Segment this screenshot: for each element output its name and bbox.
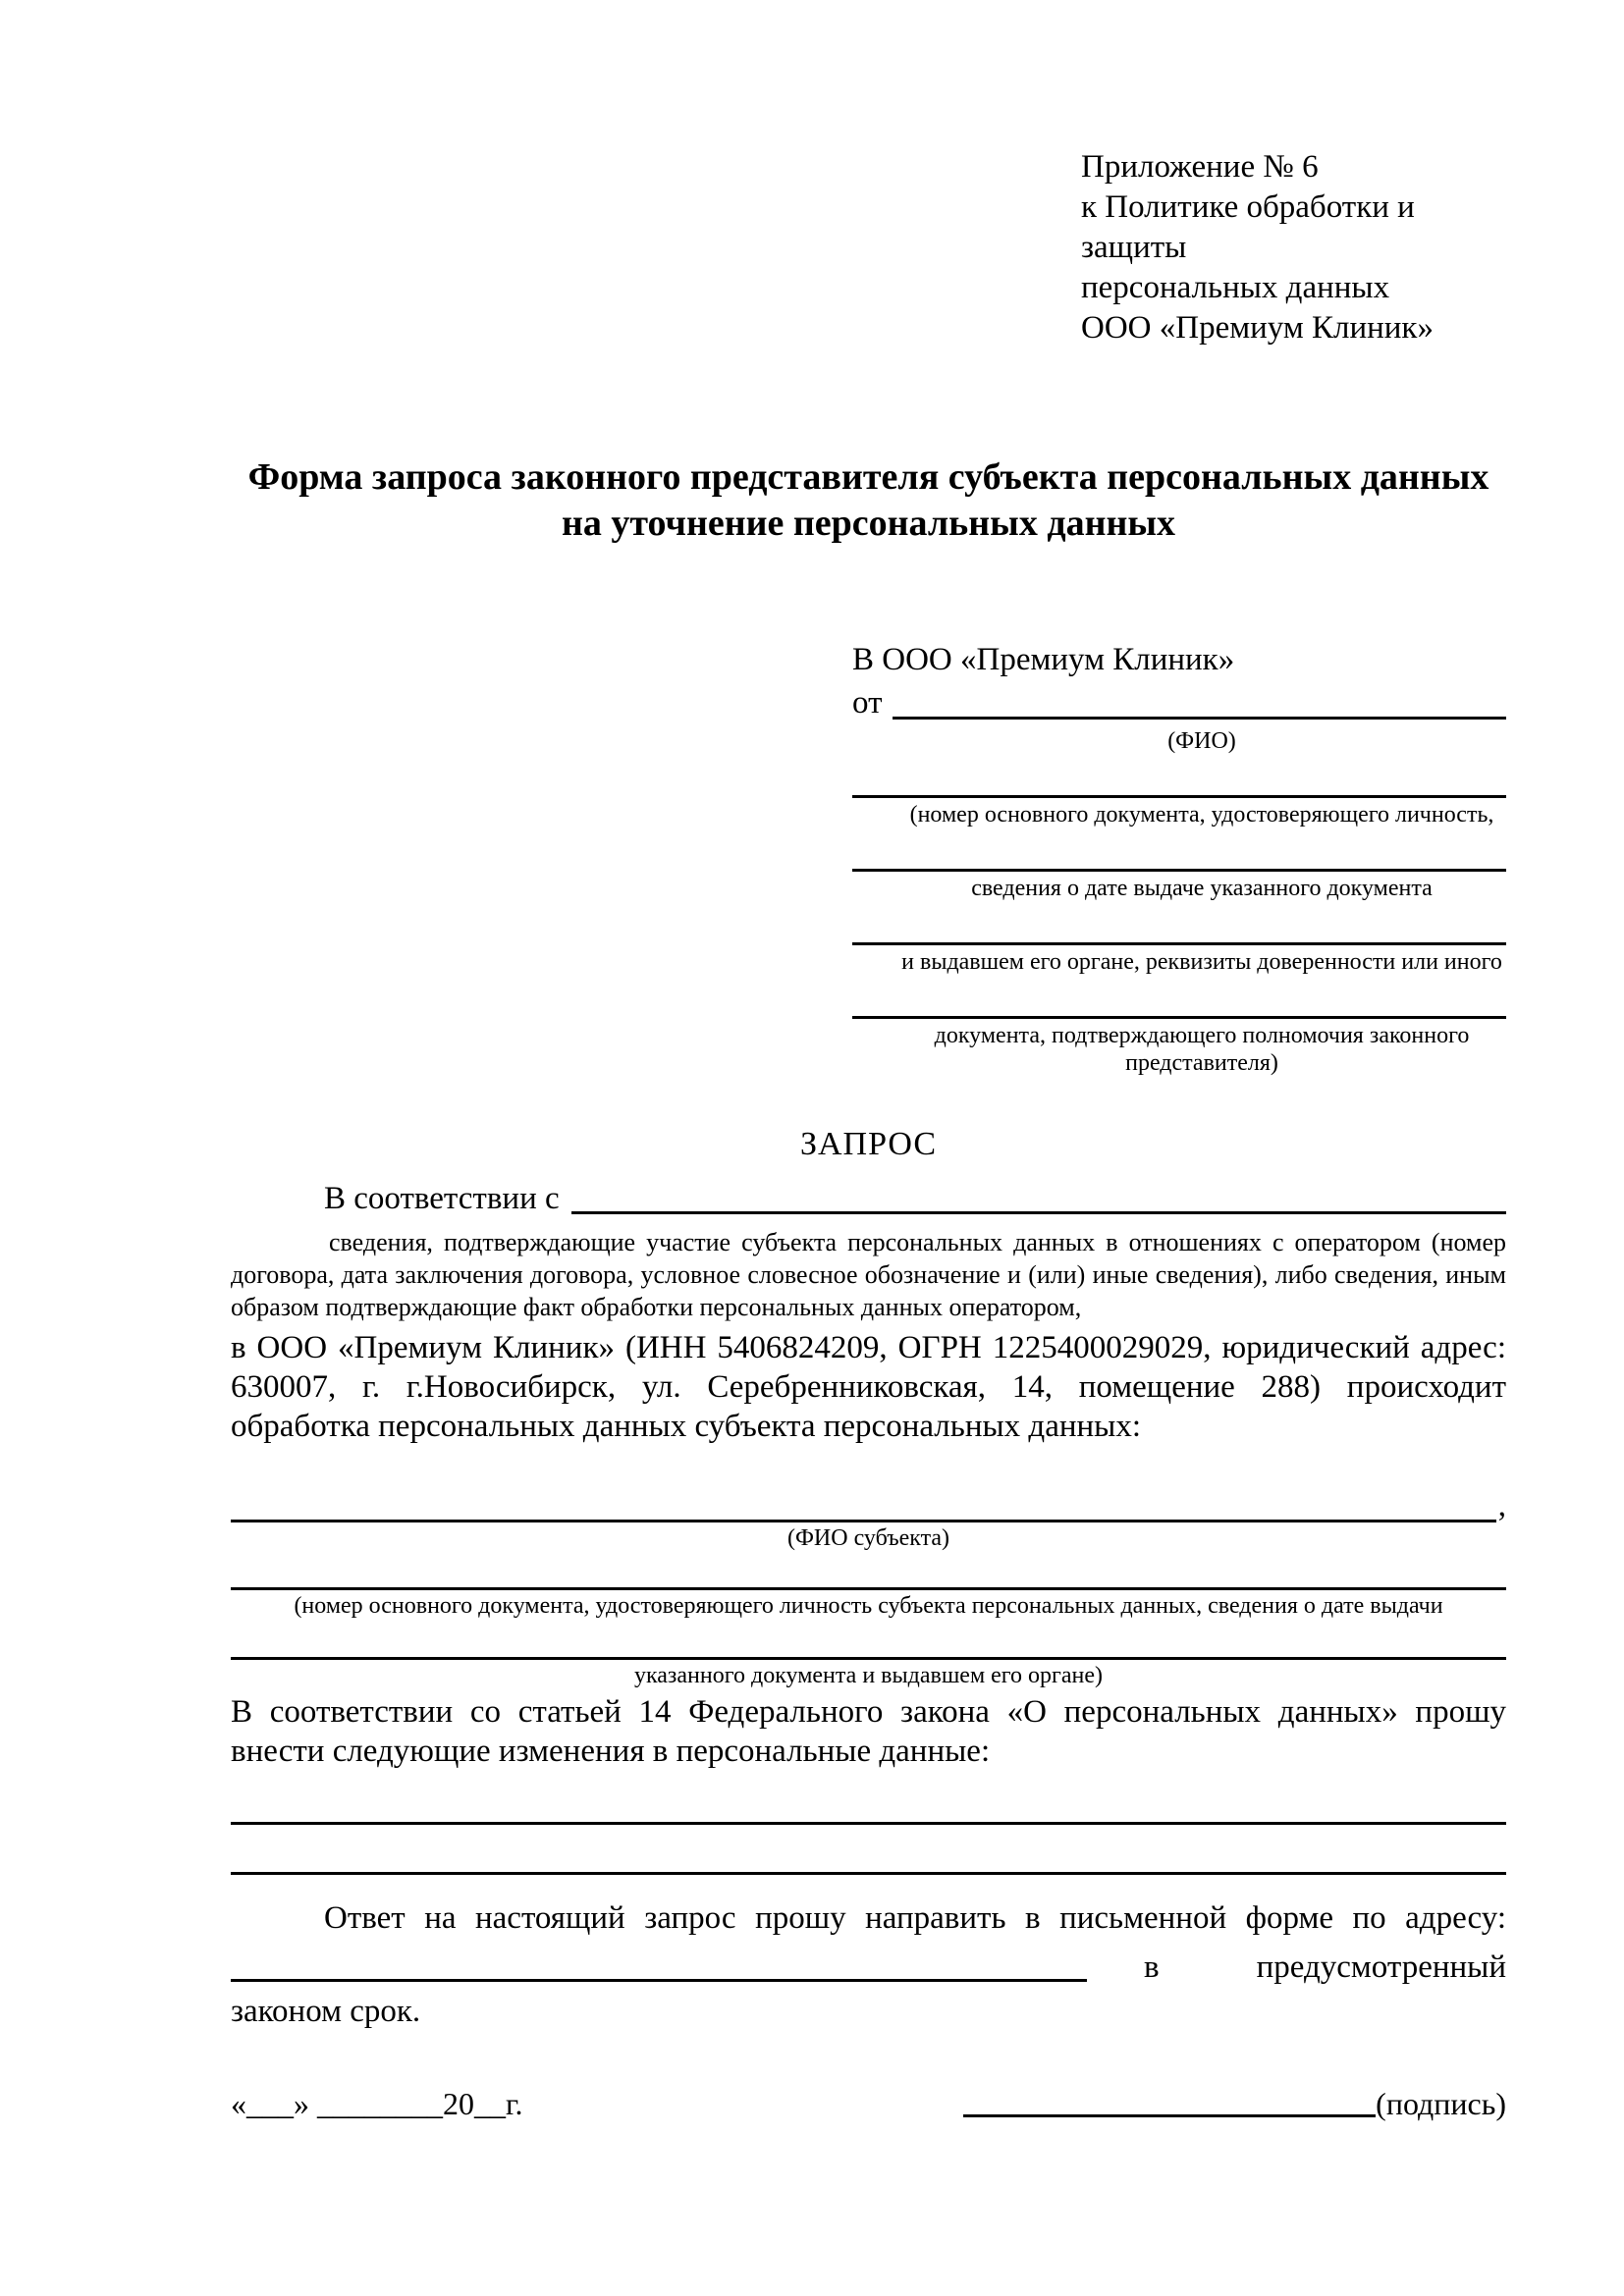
subject-fio-blank-line xyxy=(231,1520,1496,1522)
representative-doc-field-1 xyxy=(852,795,1506,828)
form-title-line-1: Форма запроса законного представителя субъекта персональных данных xyxy=(247,456,1489,498)
subject-fio-row xyxy=(231,1489,1506,1522)
field-caption: сведения о дате выдаче указанного документа xyxy=(971,876,1433,901)
subject-doc-caption-2: указанного документа и выдавшем его органе) xyxy=(633,1663,1104,1688)
addressee-to: В ООО «Премиум Клиник» xyxy=(852,642,1235,677)
address-blank-line xyxy=(231,1979,1087,1982)
blank-line xyxy=(852,795,1506,798)
subject-doc-caption-1: (номер основного документа, удостоверяющего личность субъекта персональных данных, сведения о дате выдачи xyxy=(294,1593,1443,1619)
changes-blank-line-1 xyxy=(231,1822,1506,1825)
accordance-row xyxy=(231,1177,1506,1220)
fio-caption: (ФИО) xyxy=(1167,728,1236,754)
subject-doc-field-2 xyxy=(231,1657,1506,1689)
form-title-line-2: на уточнение персональных данных xyxy=(561,503,1176,544)
subject-doc-blank-line-2 xyxy=(231,1657,1506,1660)
representative-doc-field-3 xyxy=(852,942,1506,976)
blank-line xyxy=(852,942,1506,945)
blank-line xyxy=(852,869,1506,872)
operator-paragraph: в ООО «Премиум Клиник» (ИНН 5406824209, ОГРН 1225400029029, юридический адрес: 630007, г. г.Новосибирск, ул. Серебренниковская, 14, помещение 288) происходит обработка персональных данных субъекта персональных данных: xyxy=(231,1330,1506,1444)
form-title xyxy=(231,454,1506,547)
request-heading: ЗАПРОС xyxy=(799,1126,938,1162)
accordance-blank-line xyxy=(571,1211,1506,1214)
fine-print-note: сведения, подтверждающие участие субъекта персональных данных в отношениях с оператором (номер договора, дата заключения договора, условное словесное обозначение и (или) иные сведения), либо сведения, иным образом подтверждающие факт обработки персональных данных оператором, xyxy=(231,1228,1506,1321)
changes-blank-line-2 xyxy=(231,1872,1506,1875)
subject-fio-comma: , xyxy=(1497,1488,1506,1523)
addressee-block xyxy=(852,638,1506,1077)
signature-group xyxy=(963,2086,1506,2122)
accordance-label: В соответствии с xyxy=(324,1181,560,1216)
from-row xyxy=(852,681,1506,724)
answer-address-row xyxy=(231,1948,1506,1987)
blank-line xyxy=(852,1016,1506,1019)
answer-paragraph: Ответ на настоящий запрос прошу направить в письменной форме по адресу: xyxy=(324,1900,1506,1936)
appendix-line: Приложение № 6 xyxy=(1081,149,1319,185)
signature-blank-line xyxy=(963,2114,1376,2117)
date-blank: «___» ________20__г. xyxy=(231,2086,523,2121)
answer-end-line: законом срок. xyxy=(231,1994,421,2029)
subject-doc-blank-line-1 xyxy=(231,1587,1506,1590)
answer-tail-word-1: в xyxy=(1144,1949,1160,1985)
answer-tail xyxy=(1087,1948,1506,1987)
from-blank-line xyxy=(893,717,1507,720)
subject-doc-field-1 xyxy=(231,1587,1506,1620)
appendix-line: к Политике обработки и защиты xyxy=(1081,189,1415,265)
signature-caption: (подпись) xyxy=(1376,2086,1506,2121)
appendix-line: персональных данных xyxy=(1081,270,1390,305)
appendix-line: ООО «Премиум Клиник» xyxy=(1081,310,1434,346)
field-caption: (номер основного документа, удостоверяющего личность, xyxy=(909,802,1494,828)
subject-fio-field xyxy=(231,1489,1506,1552)
field-caption: документа, подтверждающего полномочия законного представителя) xyxy=(934,1023,1470,1076)
answer-tail-word-2: предусмотренный xyxy=(1256,1949,1506,1985)
appendix-block xyxy=(1081,147,1506,348)
from-label: от xyxy=(852,685,883,721)
representative-doc-field-4 xyxy=(852,1016,1506,1077)
subject-fio-caption: (ФИО субъекта) xyxy=(786,1525,950,1551)
field-caption: и выдавшем его органе, реквизиты доверенности или иного xyxy=(901,949,1502,975)
footer-row xyxy=(231,2086,1506,2122)
representative-doc-field-2 xyxy=(852,869,1506,902)
article-paragraph: В соответствии со статьей 14 Федерального закона «О персональных данных» прошу внести следующие изменения в персональные данные: xyxy=(231,1694,1506,1769)
